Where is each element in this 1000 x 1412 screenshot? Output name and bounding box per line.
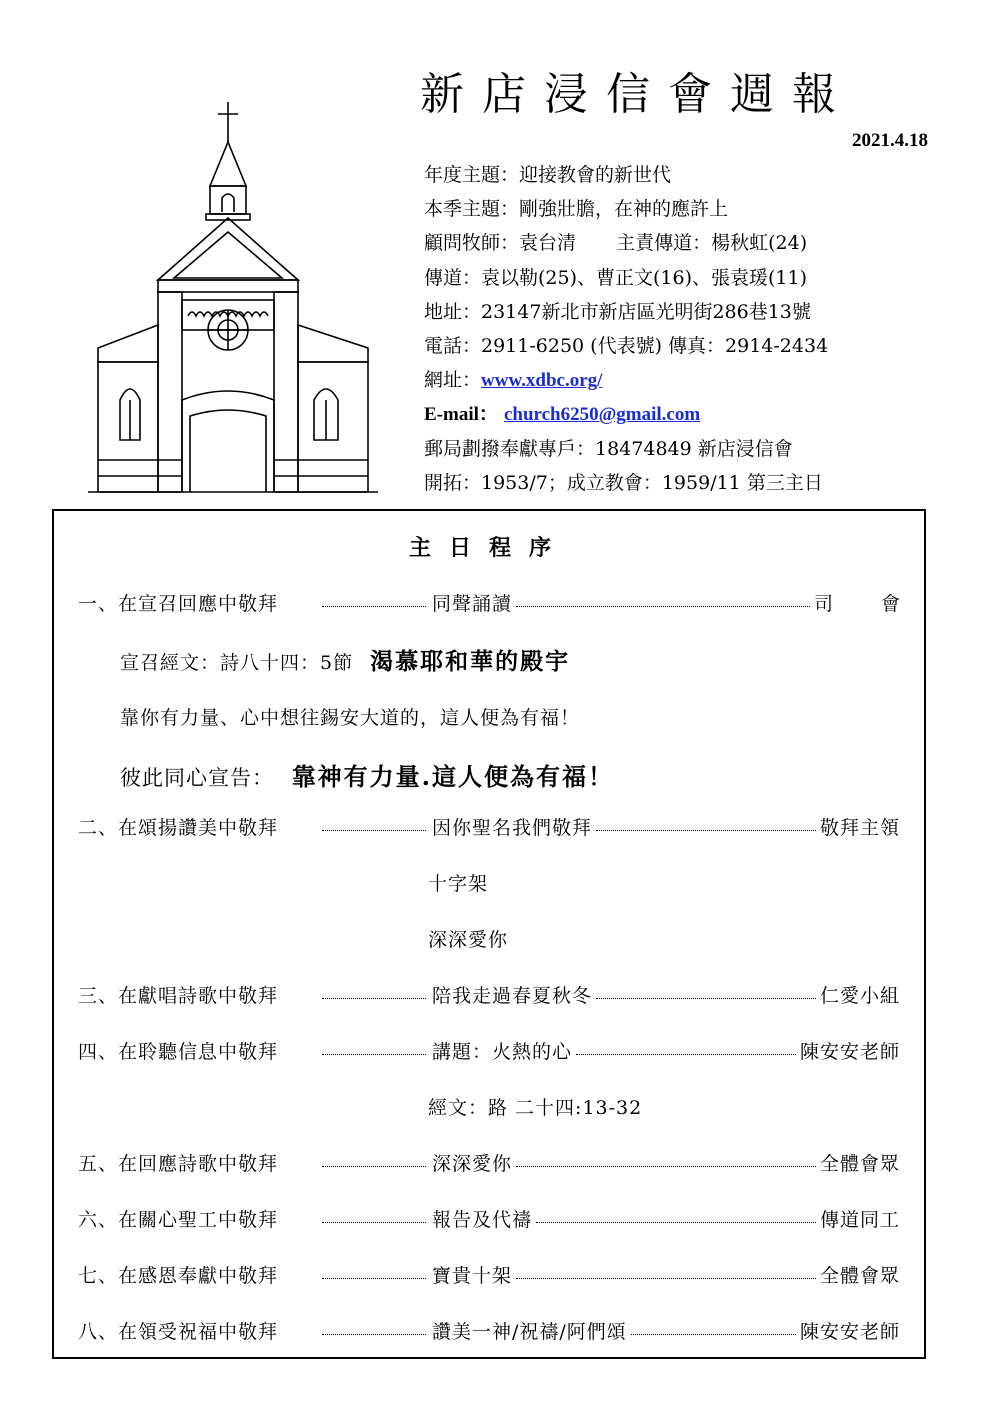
website-line (424, 363, 828, 397)
dot-leader (516, 1278, 816, 1279)
item-lead: 四、在聆聽信息中敬拜 (78, 1041, 279, 1063)
song-extra-2: 深深愛你 (428, 929, 509, 951)
dot-leader (536, 1222, 816, 1223)
declaration (120, 757, 614, 792)
dot-leader (322, 1054, 426, 1055)
website-label: 網址： (424, 369, 482, 392)
item-lead: 一、在宣召回應中敬拜 (78, 593, 279, 615)
dot-leader (322, 998, 426, 999)
program-item-7 (78, 1261, 900, 1288)
dot-leader (516, 1166, 816, 1167)
dot-leader (596, 830, 816, 831)
website-link[interactable]: www.xdbc.org/ (481, 370, 603, 392)
item-lead: 八、在領受祝福中敬拜 (78, 1321, 279, 1343)
item-lead: 三、在獻唱詩歌中敬拜 (78, 985, 279, 1007)
dot-leader (322, 830, 426, 831)
dot-leader (322, 1278, 426, 1279)
declare-text: 靠神有力量.這人便為有福！ (291, 762, 615, 791)
declare-label: 彼此同心宣告： (120, 766, 274, 790)
call-verse-label: 宣召經文：詩八十四：5節 (120, 652, 354, 674)
program-box (52, 509, 948, 1359)
item-role: 全體會眾 (819, 1153, 900, 1175)
item-lead: 五、在回應詩歌中敬拜 (78, 1153, 279, 1175)
call-verse (120, 643, 570, 676)
program-item-3 (78, 981, 900, 1008)
postal-account: 郵局劃撥奉獻專戶：18474849 新店浸信會 (424, 437, 793, 460)
phone-fax: 電話：2911-6250 (代表號) 傳真：2914-2434 (424, 334, 829, 357)
dot-leader (596, 998, 816, 999)
year-theme: 年度主題：迎接教會的新世代 (424, 164, 672, 186)
pastor-line (424, 226, 828, 260)
item-content: 同聲誦讀 (432, 593, 513, 615)
program-item-4 (78, 1037, 900, 1064)
item-content: 因你聖名我們敬拜 (432, 817, 593, 839)
item-content: 報告及代禱 (432, 1209, 533, 1231)
founded: 開拓：1953/7；成立教會：1959/11 第三主日 (424, 471, 823, 494)
email-line (424, 397, 828, 431)
program-item-5 (78, 1149, 900, 1176)
address: 地址：23147新北市新店區光明街286巷13號 (424, 300, 811, 323)
item-role: 司會 (813, 593, 948, 615)
item-role: 全體會眾 (819, 1265, 900, 1287)
dot-leader (322, 1166, 426, 1167)
email-link[interactable]: church6250@gmail.com (503, 404, 701, 426)
item-role: 敬拜主領 (819, 817, 900, 839)
dot-leader (322, 606, 426, 607)
item-role: 傳道同工 (819, 1209, 900, 1231)
lead-pastor: 主責傳道：楊秋虹(24) (616, 232, 808, 255)
call-verse-text: 靠你有力量、心中想往錫安大道的，這人便為有福！ (120, 707, 581, 729)
call-verse-title: 渴慕耶和華的殿宇 (370, 648, 571, 675)
church-illustration (78, 100, 388, 500)
item-content: 深深愛你 (432, 1153, 513, 1175)
season-theme: 本季主題：剛強壯膽，在神的應許上 (424, 198, 729, 221)
bulletin-title: 新店浸信會週報 (420, 69, 854, 120)
dot-leader (322, 1334, 426, 1335)
item-content: 讚美一神/祝禱/阿們頌 (432, 1321, 627, 1343)
program-title: 主日程序 (408, 535, 569, 561)
church-info (424, 158, 828, 500)
dot-leader (631, 1334, 796, 1335)
program-item-1 (78, 589, 948, 616)
item-role: 仁愛小組 (819, 985, 900, 1007)
dot-leader (576, 1054, 796, 1055)
item-lead: 七、在感恩奉獻中敬拜 (78, 1265, 279, 1287)
item-content: 講題：火熱的心 (432, 1041, 573, 1063)
dot-leader (516, 606, 810, 607)
item-role: 陳安安老師 (799, 1321, 900, 1343)
preachers: 傳道：袁以勒(25)、曹正文(16)、張袁瑗(11) (424, 266, 808, 289)
song-extra-1: 十字架 (428, 873, 489, 895)
item-content: 陪我走過春夏秋冬 (432, 985, 593, 1007)
scripture: 經文：路 二十四:13-32 (428, 1097, 643, 1119)
dot-leader (322, 1222, 426, 1223)
program-item-2 (78, 813, 900, 840)
item-lead: 二、在頌揚讚美中敬拜 (78, 817, 279, 839)
advisor-pastor: 顧問牧師：袁台清 (424, 232, 577, 255)
bulletin-date: 2021.4.18 (852, 130, 928, 151)
program-item-8 (78, 1317, 900, 1344)
item-lead: 六、在關心聖工中敬拜 (78, 1209, 279, 1231)
item-role: 陳安安老師 (799, 1041, 900, 1063)
item-content: 寶貴十架 (432, 1265, 513, 1287)
program-item-6 (78, 1205, 900, 1232)
email-label: E-mail： (424, 404, 498, 426)
